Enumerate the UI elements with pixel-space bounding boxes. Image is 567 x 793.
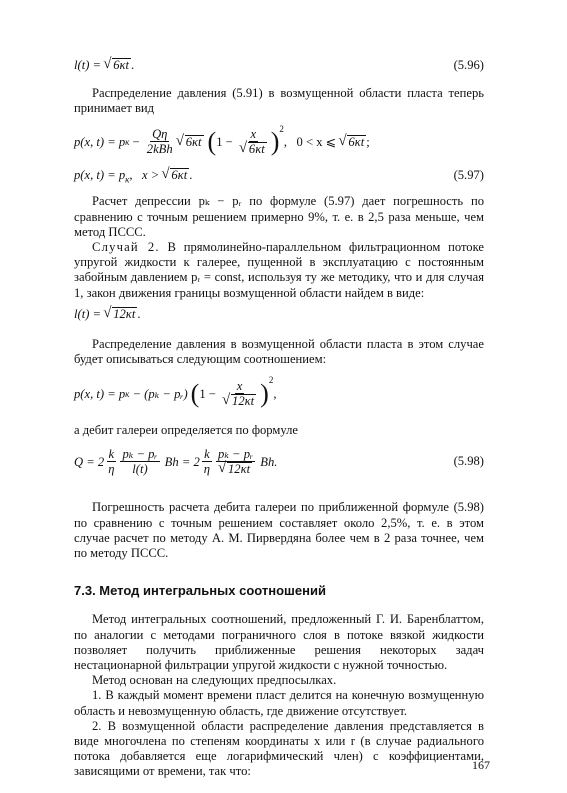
eq-end: . — [137, 306, 141, 321]
eq-lhs: l(t) = — [74, 58, 105, 72]
eq-end: , — [273, 386, 277, 401]
left-paren: ( — [190, 379, 200, 409]
denominator — [217, 462, 254, 477]
operator: Bh = 2 — [161, 454, 200, 469]
left-paren: ( — [207, 127, 217, 157]
subscript: к — [125, 174, 130, 185]
paragraph — [74, 240, 484, 301]
radicand: 6κt — [185, 135, 202, 150]
denominator — [221, 394, 258, 409]
fraction — [216, 448, 255, 477]
numerator: k — [108, 446, 115, 461]
radicand: 6κt — [248, 141, 265, 156]
radicand: 12κt — [113, 306, 136, 321]
exponent: 2 — [268, 375, 274, 386]
equation-l-t — [74, 307, 484, 325]
sqrt — [231, 394, 256, 408]
equation-5-98 — [74, 442, 484, 482]
sqrt — [227, 462, 252, 476]
condition: , x > — [129, 168, 163, 183]
radicand: 6κt — [348, 135, 365, 150]
denominator: 2kBh — [146, 141, 173, 156]
condition: , 0 < x ⩽ — [283, 134, 340, 149]
equation-number: (5.96) — [453, 58, 484, 72]
radicand: 12κt — [227, 461, 251, 476]
eq-end: ; — [366, 134, 370, 149]
paragraph-text: В прямолинейно-параллельном фильтрационном потоке упругой жидкости к галерее, пущенной в эксплуатацию с постоянным забойным давлением pᵣ = const, используя ту же методику, что и для случая 1, закон движения границы возмущенной области найдем в виде: — [74, 240, 485, 300]
sqrt — [170, 168, 189, 182]
eq-lhs: p(x, t) = p — [74, 168, 126, 183]
subscript: к — [125, 136, 130, 147]
radicand: 6κt — [171, 168, 188, 183]
page-number: 167 — [472, 758, 490, 772]
paragraph: Распределение давления в возмущенной области пласта в этом случае будет описываться следующим соотношением: — [74, 336, 484, 367]
numerator: x — [250, 126, 257, 141]
equation-pressure — [74, 373, 484, 415]
denominator — [238, 142, 269, 157]
operator: 1 − — [199, 386, 220, 401]
eq-lhs: Q = 2 — [74, 454, 105, 469]
numerator: pₖ − pᵣ — [122, 446, 158, 461]
subscript: к — [125, 388, 130, 399]
sqrt — [112, 58, 131, 72]
numerator: pₖ − pᵣ — [218, 446, 254, 461]
eq-end: Bh. — [257, 454, 278, 469]
equation-5-96 — [74, 58, 484, 76]
paragraph: а дебит галереи определяется по формуле — [74, 423, 298, 438]
fraction — [120, 448, 159, 477]
equation-number: (5.97) — [453, 168, 484, 183]
sqrt — [112, 307, 137, 321]
sqrt — [248, 142, 267, 156]
eq-end: . — [189, 168, 193, 183]
right-paren: ) — [270, 127, 280, 157]
paragraph: 1. В каждый момент времени пласт делится на конечную возмущенную область и невозмущенную область, где движение отсутствует. — [74, 688, 484, 718]
numerator: x — [236, 378, 243, 393]
page-body — [74, 54, 484, 780]
section-heading: 7.3. Метод интегральных соотношений — [74, 583, 326, 599]
fraction — [238, 128, 269, 157]
eq-lhs: p(x, t) = p — [74, 386, 126, 401]
eq-lhs: l(t) = — [74, 306, 105, 321]
radicand: 6κt — [113, 58, 130, 72]
sqrt — [185, 135, 204, 149]
denominator: η — [203, 461, 211, 476]
paragraph: Метод интегральных соотношений, предложенный Г. И. Баренблаттом, по аналогии с методами пограничного слоя в потоке вязкой жидкости позволяет получить приближенные решения некоторых задач нестационарной фильтрации упругой жидкости с нужной точностью. — [74, 612, 484, 673]
numerator: k — [204, 446, 210, 461]
fraction — [202, 448, 212, 477]
fraction — [221, 380, 258, 409]
equation-5-97-b — [74, 168, 484, 186]
sqrt — [347, 135, 366, 149]
operator: − — [129, 134, 143, 149]
paragraph: Распределение давления (5.91) в возмущенной области пласта теперь принимает вид — [74, 86, 484, 116]
right-paren: ) — [260, 379, 269, 409]
paragraph: Погрешность расчета дебита галереи по приближенной формуле (5.98) по сравнению с точным решением составляет около 2,5%, т. е. в этом случае расчет по методу А. М. Пирвердяна более чем в 2 раза точнее, чем по методу ПССС. — [74, 500, 484, 561]
operator: 1 − — [216, 134, 236, 149]
eq-lhs: p(x, t) = p — [74, 134, 126, 149]
paragraph: Расчет депрессии pₖ − pᵣ по формуле (5.97) дает погрешность по сравнению с точным решением примерно 9%, т. е. в 2,5 раза меньше, чем метод ПССС. — [74, 194, 484, 239]
fraction — [106, 448, 116, 477]
paragraph: 2. В возмущенной области распределение давления представляется в виде многочлена по степеням координаты x или r (в случае радиального потока добавляется еще логарифмический член) с коэффициентами, зависящими от времени, так что: — [74, 718, 484, 779]
case-label: Случай 2. — [92, 240, 160, 255]
exponent: 2 — [279, 124, 284, 135]
denominator: η — [108, 461, 115, 476]
equation-number: (5.98) — [453, 454, 484, 469]
radicand: 12κt — [232, 393, 255, 408]
denominator: l(t) — [132, 461, 148, 476]
operator: − (pₖ − pᵣ) — [129, 386, 188, 401]
eq-end: . — [131, 58, 135, 72]
paragraph: Метод основан на следующих предпосылках. — [92, 673, 337, 688]
equation-5-97-a — [74, 122, 484, 162]
fraction — [145, 128, 175, 157]
numerator: Qη — [152, 126, 168, 141]
